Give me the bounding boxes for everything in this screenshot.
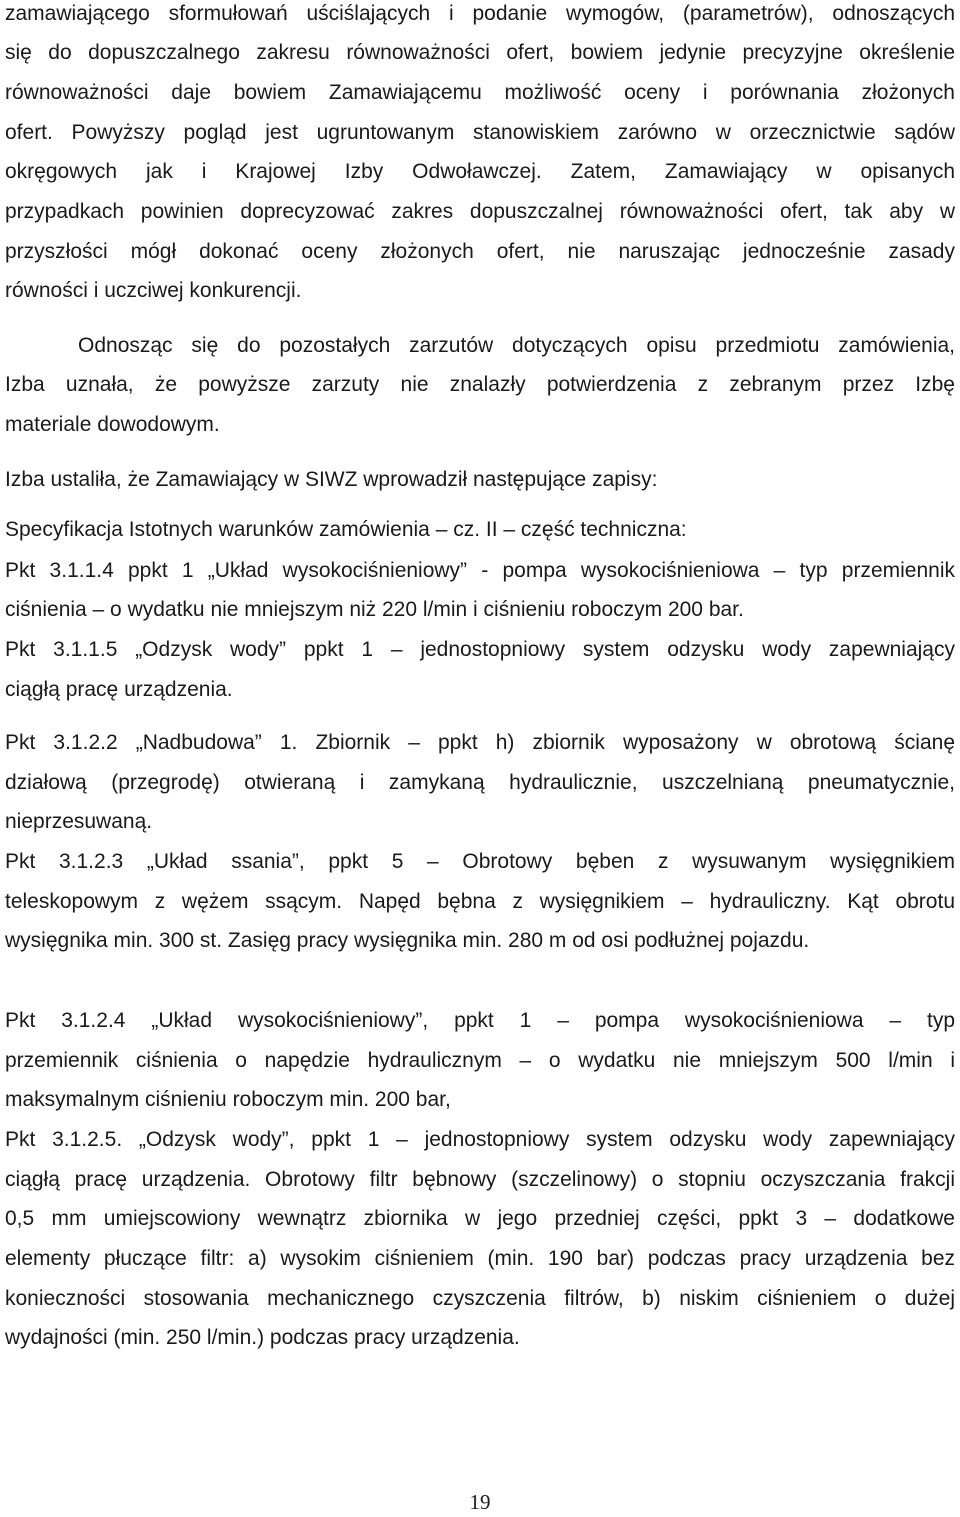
page-number: 19 [469,1490,491,1514]
text-line: nieprzesuwaną. [5,810,153,833]
text-line: wydajności (min. 250 l/min.) podczas pracy urządzenia. [5,1326,520,1349]
section-heading: Specyfikacja Istotnych warunków zamówienia – cz. II – część techniczna: [5,518,687,541]
text-line: Pkt 3.1.2.5. „Odzysk wody”, ppkt 1 – jednostopniowy system odzysku wody zapewniający [5,1128,955,1151]
text-line: okręgowych jak i Krajowej Izby Odwoławczej. Zatem, Zamawiający w opisanych [5,160,955,183]
text-line: 0,5 mm umiejscowiony wewnątrz zbiornika w jego przedniej części, ppkt 3 – dodatkowe [5,1207,955,1230]
text-line: równoważności daje bowiem Zamawiającemu możliwość oceny i porównania złożonych [5,81,955,104]
text-line: Pkt 3.1.1.5 „Odzysk wody” ppkt 1 – jednostopniowy system odzysku wody zapewniający [5,638,955,661]
text-line: wysięgnika min. 300 st. Zasięg pracy wysięgnika min. 280 m od osi podłużnej pojazdu. [5,929,810,952]
text-line: przypadkach powinien doprecyzować zakres dopuszczalnej równoważności ofert, tak aby w [5,200,955,223]
text-line: Pkt 3.1.2.3 „Układ ssania”, ppkt 5 – Obrotowy bęben z wysuwanym wysięgnikiem [5,850,955,873]
text-line: ciągłą pracę urządzenia. Obrotowy filtr bębnowy (szczelinowy) o stopniu oczyszczania frakcji [5,1168,955,1191]
text-line: się do dopuszczalnego zakresu równoważności ofert, bowiem jedynie precyzyjne określenie [5,41,955,64]
text-line: zamawiającego sformułowań uściślających i podanie wymogów, (parametrów), odnoszących [5,2,955,25]
text-line: Pkt 3.1.2.4 „Układ wysokociśnieniowy”, ppkt 1 – pompa wysokociśnieniowa – typ [5,1009,955,1032]
paragraph-first-line: Odnosząc się do pozostałych zarzutów dotyczących opisu przedmiotu zamówienia, [78,334,955,357]
text-line: przemiennik ciśnienia o napędzie hydraulicznym – o wydatku nie mniejszym 500 l/min i [5,1049,955,1072]
text-line: maksymalnym ciśnieniu roboczym min. 200 bar, [5,1088,451,1111]
text-line: konieczności stosowania mechanicznego czyszczenia filtrów, b) niskim ciśnieniem o dużej [5,1287,955,1310]
text-line: materiale dowodowym. [5,413,220,436]
text-line: działową (przegrodę) otwieraną i zamykaną hydraulicznie, uszczelnianą pneumatycznie, [5,771,955,794]
text-line: teleskopowym z wężem ssącym. Napęd bębna z wysięgnikiem – hydrauliczny. Kąt obrotu [5,890,955,913]
text-line: ofert. Powyższy pogląd jest ugruntowanym stanowiskiem zarówno w orzecznictwie sądów [5,121,955,144]
text-line: Izba uznała, że powyższe zarzuty nie znalazły potwierdzenia z zebranym przez Izbę [5,373,955,396]
text-line: Izba ustaliła, że Zamawiający w SIWZ wprowadził następujące zapisy: [5,468,658,491]
text-line: elementy płuczące filtr: a) wysokim ciśnieniem (min. 190 bar) podczas pracy urządzenia bez [5,1247,955,1270]
text-line: Pkt 3.1.1.4 ppkt 1 „Układ wysokociśnieniowy” - pompa wysokociśnieniowa – typ przemiennik [5,559,955,582]
text-line: ciągłą pracę urządzenia. [5,678,233,701]
text-line: Pkt 3.1.2.2 „Nadbudowa” 1. Zbiornik – ppkt h) zbiornik wyposażony w obrotową ścianę [5,731,955,754]
text-line: równości i uczciwej konkurencji. [5,279,302,302]
text-line: przyszłości mógł dokonać oceny złożonych ofert, nie naruszając jednocześnie zasady [5,240,955,263]
text-line: ciśnienia – o wydatku nie mniejszym niż 220 l/min i ciśnieniu roboczym 200 bar. [5,598,744,621]
